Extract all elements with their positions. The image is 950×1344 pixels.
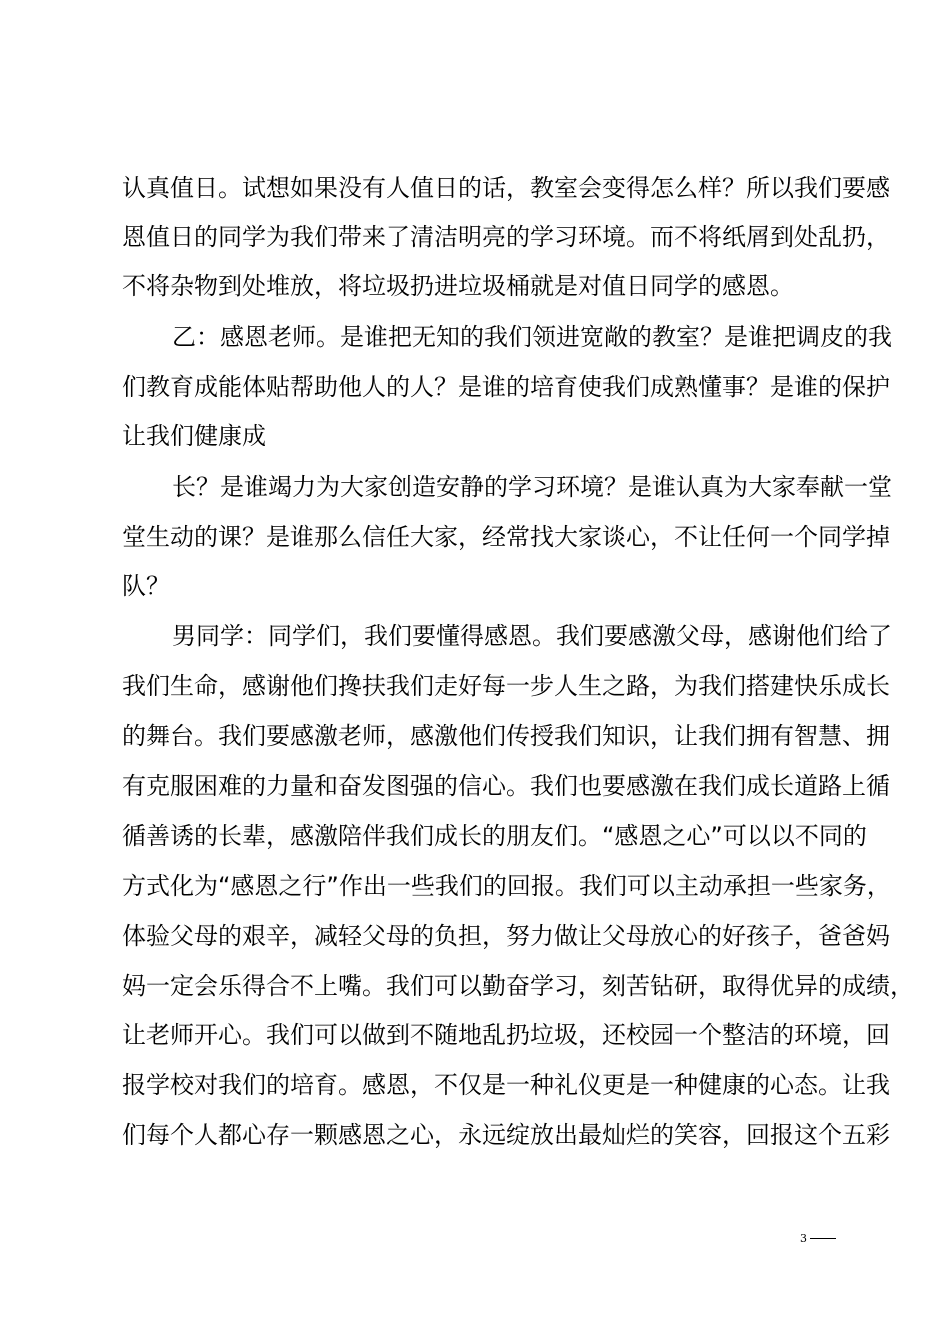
text-line: 报学校对我们的培育。感恩，不仅是一种礼仪更是一种健康的心态。让我 <box>122 1071 890 1099</box>
text-line: 队？ <box>122 572 170 600</box>
text-line: 体验父母的艰辛，减轻父母的负担，努力做让父母放心的好孩子，爸爸妈 <box>122 922 890 950</box>
paragraph-start-line: 长？是谁竭力为大家创造安静的学习环境？是谁认真为大家奉献一堂 <box>172 473 892 501</box>
text-line: 妈一定会乐得合不上嘴。我们可以勤奋学习，刻苦钻研，取得优异的成绩， <box>122 972 914 1000</box>
text-line: 方式化为“感恩之行”作出一些我们的回报。我们可以主动承担一些家务， <box>122 872 891 900</box>
text-line: 有克服困难的力量和奋发图强的信心。我们也要感激在我们成长道路上循 <box>122 772 890 800</box>
text-line: 我们生命，感谢他们搀扶我们走好每一步人生之路，为我们搭建快乐成长 <box>122 672 890 700</box>
text-line: 不将杂物到处堆放，将垃圾扔进垃圾桶就是对值日同学的感恩。 <box>122 272 794 300</box>
text-line: 让我们健康成 <box>122 422 266 450</box>
paragraph-start-line: 乙：感恩老师。是谁把无知的我们领进宽敞的教室？是谁把调皮的我 <box>172 323 892 351</box>
text-line: 认真值日。试想如果没有人值日的话，教室会变得怎么样？所以我们要感 <box>122 174 890 202</box>
text-line: 的舞台。我们要感激老师，感激他们传授我们知识，让我们拥有智慧、拥 <box>122 722 890 750</box>
text-line: 让老师开心。我们可以做到不随地乱扔垃圾，还校园一个整洁的环境，回 <box>122 1021 890 1049</box>
paragraph-start-line: 男同学：同学们，我们要懂得感恩。我们要感激父母，感谢他们给了 <box>172 622 892 650</box>
text-line: 堂生动的课？是谁那么信任大家，经常找大家谈心，不让任何一个同学掉 <box>122 523 890 551</box>
text-line: 循善诱的长辈，感激陪伴我们成长的朋友们。“感恩之心”可以以不同的 <box>122 822 867 850</box>
text-line: 们每个人都心存一颗感恩之心，永远绽放出最灿烂的笑容，回报这个五彩 <box>122 1121 890 1149</box>
text-line: 恩值日的同学为我们带来了清洁明亮的学习环境。而不将纸屑到处乱扔， <box>122 223 890 251</box>
page-number-rule <box>810 1238 836 1239</box>
page-number: 3 <box>800 1232 807 1245</box>
text-line: 们教育成能体贴帮助他人的人？是谁的培育使我们成熟懂事？是谁的保护 <box>122 373 890 401</box>
